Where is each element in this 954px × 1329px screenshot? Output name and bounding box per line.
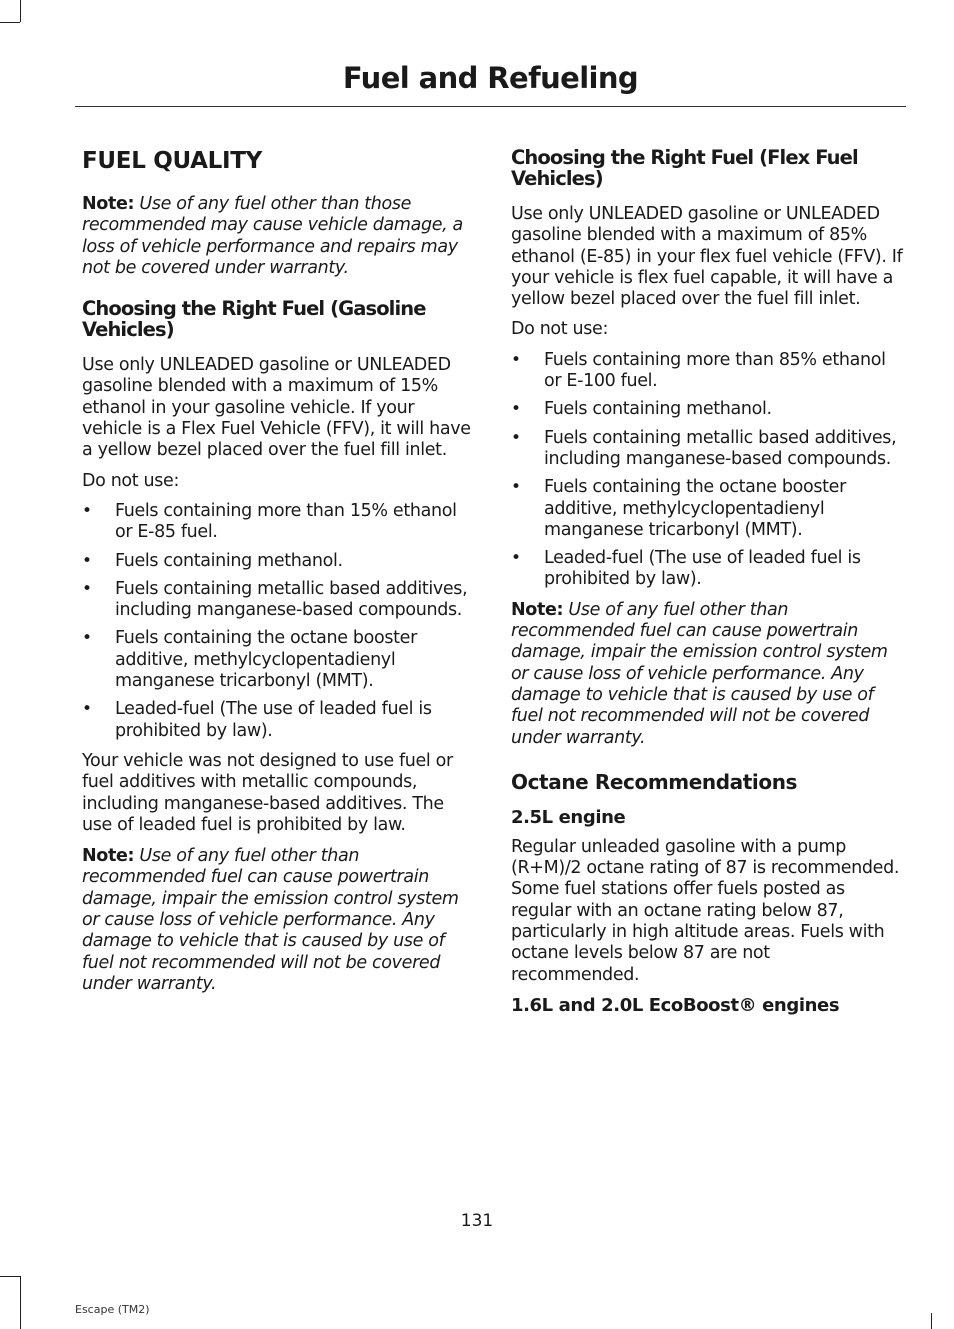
list-item	[82, 628, 474, 692]
page-number: 131	[460, 1211, 494, 1231]
list-item-text: Fuels containing more than 15% ethanol or E-85 fuel.	[115, 500, 457, 543]
bullet-list	[511, 350, 903, 591]
left-column	[82, 146, 474, 1014]
note-label: Note:	[511, 599, 564, 620]
footer-model: Escape (TM2)	[75, 1303, 150, 1316]
list-item	[511, 477, 903, 541]
list-item-text: Fuels containing methanol.	[115, 550, 343, 571]
list-item-text: Fuels containing the octane booster additive, methylcyclopentadienyl manganese tricarbonyl (MMT).	[544, 477, 846, 540]
note-label: Note:	[82, 846, 135, 867]
bullet: •	[82, 550, 92, 571]
list-item	[511, 399, 903, 420]
note	[82, 846, 474, 995]
note	[511, 600, 903, 749]
subheading: Choosing the Right Fuel (Gasoline Vehicles)	[82, 297, 426, 342]
note-text: Use of any fuel other than those recommended may cause vehicle damage, a loss of vehicle performance and repairs may not be covered under warranty.	[82, 194, 463, 278]
crop-mark	[0, 1276, 20, 1277]
page-title: Fuel and Refueling	[342, 61, 639, 95]
list-item-text: Fuels containing methanol.	[544, 399, 772, 420]
note-text: Use of any fuel other than recommended fuel can cause powertrain damage, impair the emission control system or cause loss of vehicle performance. Any damage to vehicle that is caused by use of fuel not recommended will not be covered under warranty.	[511, 599, 888, 748]
bullet: •	[82, 628, 92, 649]
bullet: •	[82, 500, 92, 521]
list-item	[82, 699, 474, 742]
paragraph: Do not use:	[82, 470, 179, 491]
bullet: •	[82, 578, 92, 599]
note-label: Note:	[82, 194, 135, 214]
bullet-list	[82, 501, 474, 742]
paragraph: Your vehicle was not designed to use fuel or fuel additives with metallic compounds, including manganese-based additives. The use of leaded fuel is prohibited by law.	[82, 750, 453, 835]
right-column	[511, 147, 903, 1025]
list-item	[82, 551, 474, 572]
crop-mark	[0, 22, 20, 23]
octane-heading: Octane Recommendations	[511, 769, 798, 794]
crop-mark	[20, 1276, 21, 1329]
list-item-text: Fuels containing more than 85% ethanol or E-100 fuel.	[544, 349, 886, 392]
bullet: •	[82, 699, 92, 720]
list-item	[82, 579, 474, 622]
list-item-text: Fuels containing the octane booster additive, methylcyclopentadienyl manganese tricarbonyl (MMT).	[115, 628, 417, 692]
crop-mark	[931, 1313, 932, 1329]
page-header	[75, 58, 906, 107]
list-item-text: Fuels containing metallic based additives, including manganese-based compounds.	[544, 427, 897, 469]
note-text: Use of any fuel other than recommended fuel can cause powertrain damage, impair the emission control system or cause loss of vehicle performance. Any damage to vehicle that is caused by use of fuel not recommended will not be covered under warranty.	[82, 846, 459, 994]
list-item-text: Leaded-fuel (The use of leaded fuel is prohibited by law).	[544, 548, 861, 590]
bullet: •	[511, 349, 521, 370]
bullet: •	[511, 548, 521, 569]
section-title: FUEL QUALITY	[82, 148, 263, 174]
bullet: •	[511, 477, 521, 498]
engine-heading: 1.6L and 2.0L EcoBoost® engines	[511, 994, 840, 1016]
list-item	[511, 350, 903, 393]
paragraph: Do not use:	[511, 319, 608, 340]
bullet: •	[511, 427, 521, 448]
list-item	[511, 548, 903, 591]
bullet: •	[511, 399, 521, 420]
crop-mark	[20, 0, 21, 22]
note	[82, 194, 474, 279]
subheading: Choosing the Right Fuel (Flex Fuel Vehicles)	[511, 146, 858, 190]
paragraph: Use only UNLEADED gasoline or UNLEADED gasoline blended with a maximum of 15% ethanol in your gasoline vehicle. If your vehicle is a Flex Fuel Vehicle (FFV), it will have a yellow bezel placed over the fuel fill inlet.	[82, 355, 471, 461]
list-item-text: Leaded-fuel (The use of leaded fuel is prohibited by law).	[115, 699, 432, 741]
paragraph: Use only UNLEADED gasoline or UNLEADED gasoline blended with a maximum of 85% ethanol (E-85) in your flex fuel vehicle (FFV). If your vehicle is flex fuel capable, it will have a yellow bezel placed over the fuel fill inlet.	[511, 204, 903, 310]
list-item	[511, 428, 903, 471]
list-item-text: Fuels containing metallic based additives, including manganese-based compounds.	[115, 578, 468, 621]
engine-heading: 2.5L engine	[511, 806, 626, 828]
paragraph: Regular unleaded gasoline with a pump (R+M)/2 octane rating of 87 is recommended. Some fuel stations offer fuels posted as regular with an octane rating below 87, particularly in high altitude areas. Fuels with octane levels below 87 are not recommended.	[511, 836, 900, 985]
list-item	[82, 501, 474, 544]
